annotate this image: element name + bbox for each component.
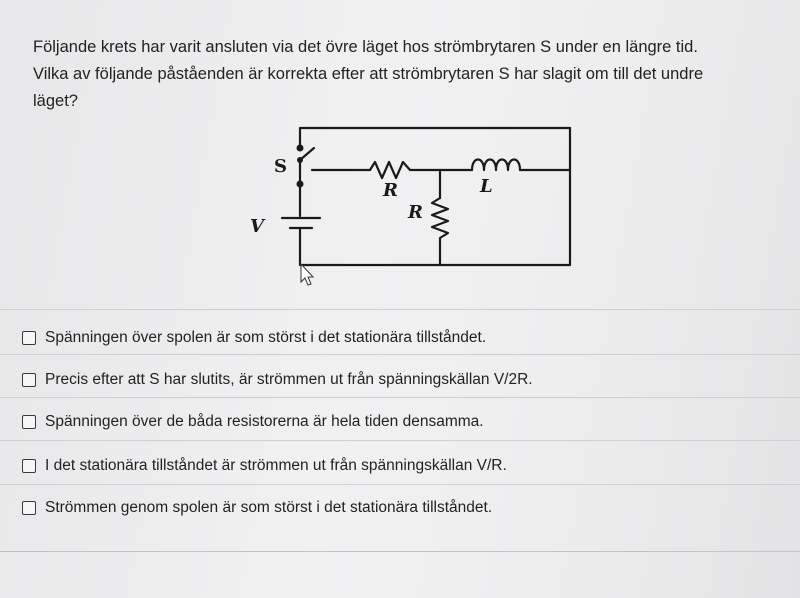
resistor-vertical xyxy=(432,198,448,265)
checkbox-2[interactable] xyxy=(22,373,36,387)
checkbox-4[interactable] xyxy=(22,459,36,473)
switch-contact-upper xyxy=(297,145,304,152)
source-label: V xyxy=(250,216,264,237)
question-line-3: läget? xyxy=(33,92,78,110)
question-text xyxy=(33,34,783,115)
option-4[interactable] xyxy=(22,446,800,486)
option-3[interactable] xyxy=(22,402,800,442)
option-3-label: Spänningen över de båda resistorerna är hela tiden densamma. xyxy=(45,413,484,430)
switch-contact-lower xyxy=(297,181,304,188)
divider xyxy=(0,309,800,310)
resistor-vertical-label: R xyxy=(408,202,423,223)
checkbox-1[interactable] xyxy=(22,331,36,345)
divider xyxy=(0,440,800,441)
question-line-2: Vilka av följande påståenden är korrekta efter att strömbrytaren S har slagit om till det undre xyxy=(33,65,704,83)
resistor-top xyxy=(370,162,472,178)
resistor-top-label: R xyxy=(383,180,398,201)
inductor-coils xyxy=(472,160,520,171)
mouse-cursor-icon xyxy=(301,264,313,285)
option-2-label: Precis efter att S har slutits, är strömmen ut från spänningskällan V/2R. xyxy=(45,371,533,388)
wire-top-outer xyxy=(300,128,570,265)
footer-divider xyxy=(0,551,800,552)
divider xyxy=(0,484,800,485)
option-1-label: Spänningen över spolen är som störst i det stationära tillståndet. xyxy=(45,329,487,346)
checkbox-5[interactable] xyxy=(22,501,36,515)
switch-pivot xyxy=(297,157,303,163)
option-4-label: I det stationära tillståndet är strömmen ut från spänningskällan V/R. xyxy=(45,457,507,474)
circuit-diagram xyxy=(240,118,590,288)
divider xyxy=(0,354,800,355)
divider xyxy=(0,397,800,398)
question-line-1: Följande krets har varit ansluten via det övre läget hos strömbrytaren S under en längre tid. xyxy=(33,38,698,56)
option-5[interactable] xyxy=(22,488,800,528)
option-1[interactable] xyxy=(22,318,800,358)
switch-label: S xyxy=(274,156,287,177)
option-2[interactable] xyxy=(22,360,800,400)
option-5-label: Strömmen genom spolen är som störst i det stationära tillståndet. xyxy=(45,499,493,516)
inductor-label: L xyxy=(480,176,493,197)
checkbox-3[interactable] xyxy=(22,415,36,429)
